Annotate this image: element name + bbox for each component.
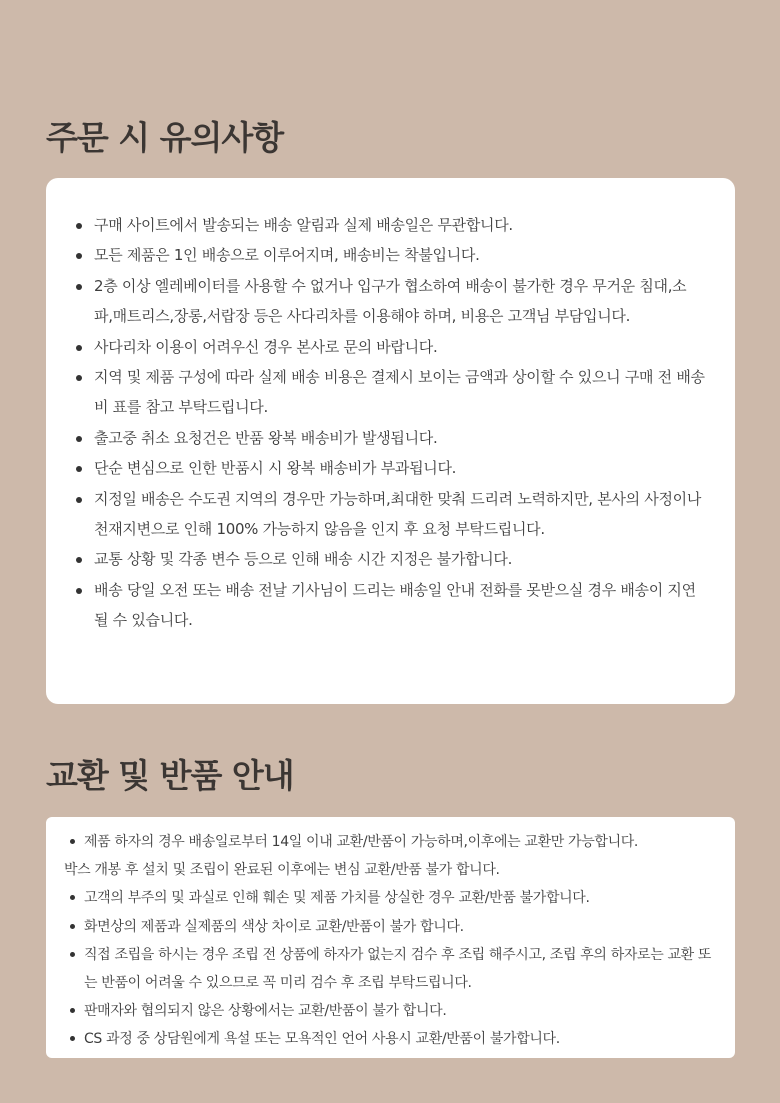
list-item: 구매 사이트에서 발송되는 배송 알림과 실제 배송일은 무관합니다.: [76, 210, 705, 240]
list-item-text: 제품 하자의 경우 배송일로부터 14일 이내 교환/반품이 가능하며,이후에는 교환만 가능합니다.: [64, 828, 719, 856]
order-notice-title: 주문 시 유의사항: [46, 118, 284, 157]
list-item-text: CS 과정 중 상담원에게 욕설 또는 모욕적인 언어 사용시 교환/반품이 불가합니다.: [64, 1025, 719, 1053]
list-item: [64, 884, 719, 912]
list-item: 단순 변심으로 인한 반품시 시 왕복 배송비가 부과됩니다.: [76, 453, 705, 483]
list-item: 사다리차 이용이 어려우신 경우 본사로 문의 바랍니다.: [76, 332, 705, 362]
order-notice-list: [76, 210, 705, 636]
list-item: 배송 당일 오전 또는 배송 전날 기사님이 드리는 배송일 안내 전화를 못받으실 경우 배송이 지연될 수 있습니다.: [76, 575, 705, 636]
list-item-text: 직접 조립을 하시는 경우 조립 전 상품에 하자가 없는지 검수 후 조립 해주시고, 조립 후의 하자로는 교환 또는 반품이 어려울 수 있으므로 꼭 미리 검수 후 조립 부탁드립니다.: [64, 941, 719, 997]
list-item-text: 고객의 부주의 및 과실로 인해 훼손 및 제품 가치를 상실한 경우 교환/반품 불가합니다.: [64, 884, 719, 912]
list-item: 지정일 배송은 수도권 지역의 경우만 가능하며,최대한 맞춰 드리려 노력하지만, 본사의 사정이나 천재지변으로 인해 100% 가능하지 않음을 인지 후 요청 부탁드립니다.: [76, 484, 705, 545]
list-item: [64, 828, 719, 884]
order-notice-card: [46, 178, 735, 704]
list-item: [64, 913, 719, 941]
exchange-notice-title: 교환 및 반품 안내: [46, 756, 294, 795]
list-item-text: 판매자와 협의되지 않은 상황에서는 교환/반품이 불가 합니다.: [64, 997, 719, 1025]
list-item: 출고중 취소 요청건은 반품 왕복 배송비가 발생됩니다.: [76, 423, 705, 453]
list-item: [64, 997, 719, 1025]
list-item-note: 박스 개봉 후 설치 및 조립이 완료된 이후에는 변심 교환/반품 불가 합니다.: [64, 862, 500, 879]
list-item-text: 화면상의 제품과 실제품의 색상 차이로 교환/반품이 불가 합니다.: [64, 913, 719, 941]
exchange-notice-list: [64, 828, 719, 1054]
list-item: 모든 제품은 1인 배송으로 이루어지며, 배송비는 착불입니다.: [76, 240, 705, 270]
list-item: 지역 및 제품 구성에 따라 실제 배송 비용은 결제시 보이는 금액과 상이할 수 있으니 구매 전 배송비 표를 참고 부탁드립니다.: [76, 362, 705, 423]
list-item: [64, 941, 719, 997]
list-item: [64, 1025, 719, 1053]
list-item: 2층 이상 엘레베이터를 사용할 수 없거나 입구가 협소하여 배송이 불가한 경우 무거운 침대,소파,매트리스,장롱,서랍장 등은 사다리차를 이용해야 하며, 비용은 고객님 부담입니다.: [76, 271, 705, 332]
list-item: 교통 상황 및 각종 변수 등으로 인해 배송 시간 지정은 불가합니다.: [76, 544, 705, 574]
exchange-notice-card: [46, 817, 735, 1058]
